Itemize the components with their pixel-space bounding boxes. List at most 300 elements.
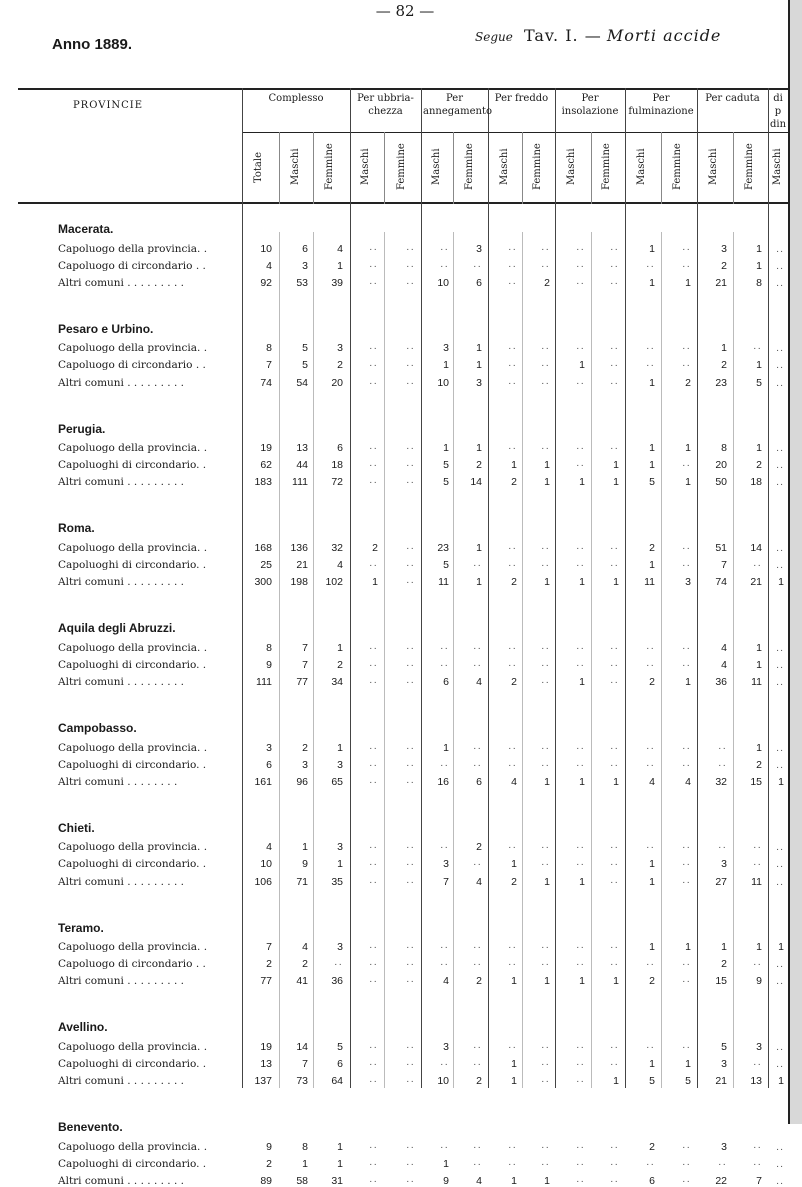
table-cell: 300 xyxy=(254,576,272,589)
table-cell: ·· xyxy=(610,376,619,389)
table-cell: 5 xyxy=(443,459,449,472)
table-cell: ·· xyxy=(753,841,762,854)
table-cell: ·· xyxy=(576,758,585,771)
table-cell: 19 xyxy=(260,442,272,455)
table-cell: ·· xyxy=(753,559,762,571)
table-cell: ·· xyxy=(576,1140,585,1153)
row-label: Capoluoghi di circondario. . xyxy=(58,1157,207,1170)
table-cell: ·· xyxy=(682,758,691,771)
table-cell: 1 xyxy=(649,1058,655,1070)
province-heading: Chieti. xyxy=(58,820,95,835)
table-cell: ·· xyxy=(406,1140,415,1153)
table-cell: 6 xyxy=(337,442,343,455)
table-cell: 1 xyxy=(756,442,762,455)
table-cell: 1 xyxy=(756,658,762,671)
table-cell: ·· xyxy=(541,541,550,554)
table-cell: 1 xyxy=(302,1157,308,1170)
table-cell: .. xyxy=(776,242,784,255)
table-cell: ·· xyxy=(406,941,415,954)
row-label: Capoluoghi di circondario. . xyxy=(58,1058,207,1070)
table-cell: ·· xyxy=(576,1075,585,1088)
table-cell: ·· xyxy=(610,559,619,571)
table-cell: 1 xyxy=(613,975,619,988)
table-cell: ·· xyxy=(541,858,550,871)
table-cell: ·· xyxy=(541,376,550,389)
table-cell: 1 xyxy=(476,359,482,372)
row-label: Capoluoghi di circondario. . xyxy=(58,459,207,472)
table-cell: ·· xyxy=(682,858,691,871)
table-cell: ·· xyxy=(610,1174,619,1187)
table-cell: ·· xyxy=(753,958,762,971)
table-cell: 34 xyxy=(331,675,343,688)
table-cell: ·· xyxy=(541,1040,550,1053)
table-cell: 1 xyxy=(476,342,482,355)
column-group-header: Per caduta xyxy=(705,93,760,104)
table-cell: 15 xyxy=(715,975,727,988)
table-cell: 1 xyxy=(649,858,655,871)
table-cell: ·· xyxy=(508,442,517,455)
row-label: Altri comuni . . . . . . . . . xyxy=(58,276,184,289)
table-cell: 1 xyxy=(613,576,619,589)
running-title-table: Tav. I. — xyxy=(523,26,602,45)
table-cell: 1 xyxy=(685,675,691,688)
table-cell: .. xyxy=(776,975,784,988)
table-cell: ·· xyxy=(610,958,619,971)
table-cell: 13 xyxy=(296,442,308,455)
table-cell: 1 xyxy=(337,1140,343,1153)
table-cell: 64 xyxy=(331,1075,343,1088)
table-cell: ·· xyxy=(682,741,691,754)
table-cell: ·· xyxy=(473,741,482,754)
table-cell: 2 xyxy=(337,359,343,372)
table-cell: 1 xyxy=(337,741,343,754)
running-title-subject: Morti accide xyxy=(606,26,722,45)
column-subheader: Maschi xyxy=(566,148,577,186)
table-cell: 3 xyxy=(443,342,449,355)
table-cell: 74 xyxy=(260,376,272,389)
table-cell: ·· xyxy=(541,741,550,754)
table-cell: 11 xyxy=(644,576,655,589)
table-cell: ·· xyxy=(682,1140,691,1153)
table-cell: ·· xyxy=(682,259,691,272)
table-cell: 6 xyxy=(476,276,482,289)
table-cell: ·· xyxy=(718,741,727,754)
table-cell: 161 xyxy=(254,775,272,788)
table-cell: ·· xyxy=(682,559,691,571)
row-label: Capoluogo della provincia. . xyxy=(58,841,208,854)
table-cell: ·· xyxy=(369,359,378,372)
table-cell: 8 xyxy=(302,1140,308,1153)
table-cell: 20 xyxy=(331,376,343,389)
table-cell: ·· xyxy=(646,841,655,854)
table-cell: ·· xyxy=(473,658,482,671)
table-cell: 1 xyxy=(476,541,482,554)
table-cell: 10 xyxy=(437,1075,449,1088)
table-cell: 1 xyxy=(685,941,691,954)
table-cell: ·· xyxy=(610,442,619,455)
table-cell: ·· xyxy=(369,1040,378,1053)
table-cell: 1 xyxy=(778,576,784,589)
table-cell: 22 xyxy=(715,1174,727,1187)
table-cell: 21 xyxy=(296,559,308,571)
table-cell: ·· xyxy=(682,541,691,554)
table-cell: 72 xyxy=(331,476,343,489)
table-cell: ·· xyxy=(406,376,415,389)
table-cell: ·· xyxy=(406,242,415,255)
table-cell: ·· xyxy=(610,741,619,754)
table-cell: 2 xyxy=(649,1140,655,1153)
table-cell: 1 xyxy=(778,1075,784,1088)
table-cell: .. xyxy=(776,658,784,671)
table-cell: ·· xyxy=(440,1140,449,1153)
table-cell: ·· xyxy=(508,259,517,272)
column-subheader: Totale xyxy=(253,151,264,183)
table-cell: 1 xyxy=(778,775,784,788)
table-cell: 7 xyxy=(266,941,272,954)
table-cell: 1 xyxy=(511,459,517,472)
table-cell: 1 xyxy=(756,641,762,654)
row-label: Capoluoghi di circondario. . xyxy=(58,658,207,671)
table-cell: 2 xyxy=(544,276,550,289)
table-cell: ·· xyxy=(576,459,585,472)
table-cell: 13 xyxy=(750,1075,762,1088)
table-cell: 1 xyxy=(756,259,762,272)
column-group-header: Per freddo xyxy=(494,93,549,104)
table-cell: .. xyxy=(776,958,784,971)
table-cell: ·· xyxy=(576,958,585,971)
table-cell: 5 xyxy=(443,559,449,571)
table-cell: 111 xyxy=(256,675,272,688)
table-cell: 136 xyxy=(290,541,308,554)
table-cell: 21 xyxy=(715,276,727,289)
table-cell: ·· xyxy=(473,758,482,771)
table-cell: 3 xyxy=(476,242,482,255)
table-cell: 74 xyxy=(715,576,727,589)
table-cell: 2 xyxy=(337,658,343,671)
province-heading: Campobasso. xyxy=(58,721,137,735)
table-cell: ·· xyxy=(541,1058,550,1070)
table-cell: ·· xyxy=(541,1140,550,1153)
table-cell: ·· xyxy=(576,276,585,289)
table-cell: 23 xyxy=(715,376,727,389)
table-cell: 11 xyxy=(438,576,449,589)
table-cell: .. xyxy=(776,675,784,688)
table-cell: 3 xyxy=(721,1140,727,1153)
table-cell: 1 xyxy=(649,442,655,455)
table-cell: 2 xyxy=(476,1075,482,1088)
column-subheader: Maschi xyxy=(360,148,371,186)
table-cell: 4 xyxy=(476,875,482,888)
table-cell: 1 xyxy=(337,1157,343,1170)
table-cell: 8 xyxy=(721,442,727,455)
table-cell: 1 xyxy=(443,741,449,754)
table-cell: 1 xyxy=(649,376,655,389)
table-cell: 3 xyxy=(266,741,272,754)
table-cell: ·· xyxy=(369,758,378,771)
row-label: Altri comuni . . . . . . . . xyxy=(58,775,178,788)
row-label: Capoluogo della provincia. . xyxy=(58,741,208,754)
table-cell: .. xyxy=(776,376,784,389)
column-group-header: Per insolazione xyxy=(561,93,619,117)
table-cell: ·· xyxy=(576,541,585,554)
table-cell: ·· xyxy=(406,658,415,671)
province-heading: Macerata. xyxy=(58,222,114,236)
table-cell: 96 xyxy=(296,775,308,788)
table-cell: 6 xyxy=(337,1058,343,1070)
table-cell: 77 xyxy=(296,675,308,688)
table-cell: ·· xyxy=(406,1157,415,1170)
table-cell: 198 xyxy=(290,576,308,589)
table-cell: ·· xyxy=(406,741,415,754)
table-cell: 89 xyxy=(260,1174,272,1187)
table-cell: ·· xyxy=(406,442,415,455)
table-cell: 1 xyxy=(476,576,482,589)
table-cell: ·· xyxy=(406,359,415,372)
table-cell: ·· xyxy=(508,1157,517,1170)
table-cell: 25 xyxy=(260,559,272,571)
column-group-header: di p din xyxy=(770,93,787,130)
table-cell: ·· xyxy=(508,641,517,654)
province-heading: Aquila degli Abruzzi. xyxy=(58,621,176,636)
table-cell: ·· xyxy=(576,376,585,389)
table-cell: 4 xyxy=(721,641,727,654)
column-group-header: Per ubbria- chezza xyxy=(357,93,414,117)
table-cell: 3 xyxy=(756,1040,762,1053)
table-cell: .. xyxy=(776,442,784,455)
table-cell: ·· xyxy=(682,658,691,671)
table-cell: 1 xyxy=(544,1174,550,1187)
row-label: Capoluogo della provincia. . xyxy=(58,1040,208,1053)
table-cell: ·· xyxy=(369,1075,378,1088)
column-subheader: Maschi xyxy=(431,148,442,186)
table-cell: 3 xyxy=(721,242,727,255)
table-cell: .. xyxy=(776,1174,784,1187)
table-cell: ·· xyxy=(646,741,655,754)
table-cell: 21 xyxy=(750,576,762,589)
table-cell: 14 xyxy=(296,1040,308,1053)
table-cell: ·· xyxy=(369,641,378,654)
table-cell: .. xyxy=(776,641,784,654)
table-cell: 1 xyxy=(685,276,691,289)
table-cell: 15 xyxy=(750,775,762,788)
table-cell: 5 xyxy=(756,376,762,389)
table-cell: ·· xyxy=(541,958,550,971)
table-cell: 1 xyxy=(685,476,691,489)
table-cell: 1 xyxy=(544,975,550,988)
table-cell: 5 xyxy=(302,359,308,372)
table-cell: .. xyxy=(776,259,784,272)
table-cell: 4 xyxy=(476,1174,482,1187)
page-edge xyxy=(788,0,802,1124)
row-label: Capoluogo della provincia. . xyxy=(58,342,208,355)
table-cell: 8 xyxy=(756,276,762,289)
table-cell: .. xyxy=(776,741,784,754)
province-column-header: PROVINCIE xyxy=(72,100,144,111)
table-cell: ·· xyxy=(406,1174,415,1187)
row-label: Altri comuni . . . . . . . . . xyxy=(58,975,184,988)
table-cell: ·· xyxy=(406,958,415,971)
table-cell: 1 xyxy=(721,342,727,355)
table-cell: ·· xyxy=(610,1058,619,1070)
table-cell: 4 xyxy=(511,775,517,788)
table-cell: .. xyxy=(776,559,784,571)
table-cell: 3 xyxy=(721,1058,727,1070)
table-cell: ·· xyxy=(610,342,619,355)
table-cell: 7 xyxy=(721,559,727,571)
table-cell: ·· xyxy=(406,459,415,472)
table-cell: ·· xyxy=(369,875,378,888)
table-cell: ·· xyxy=(440,758,449,771)
table-cell: ·· xyxy=(610,658,619,671)
table-cell: ·· xyxy=(406,775,415,788)
table-cell: 183 xyxy=(254,476,272,489)
table-cell: 2 xyxy=(266,1157,272,1170)
row-label: Capoluogo della provincia. . xyxy=(58,442,208,455)
table-cell: .. xyxy=(776,758,784,771)
table-cell: 1 xyxy=(579,359,585,372)
table-cell: ·· xyxy=(406,576,415,589)
table-cell: 1 xyxy=(544,775,550,788)
table-cell: ·· xyxy=(406,1040,415,1053)
table-cell: ·· xyxy=(541,758,550,771)
table-cell: 54 xyxy=(296,376,308,389)
table-cell: 1 xyxy=(476,442,482,455)
table-cell: 3 xyxy=(302,758,308,771)
table-cell: 62 xyxy=(260,459,272,472)
table-cell: 2 xyxy=(266,958,272,971)
table-cell: 3 xyxy=(721,858,727,871)
table-cell: 6 xyxy=(649,1174,655,1187)
table-cell: 35 xyxy=(331,875,343,888)
table-cell: 73 xyxy=(296,1075,308,1088)
table-cell: 13 xyxy=(260,1058,272,1070)
table-cell: ·· xyxy=(610,359,619,372)
column-subheader: Maschi xyxy=(636,148,647,186)
table-cell: 1 xyxy=(649,875,655,888)
table-cell: ·· xyxy=(508,658,517,671)
table-cell: 10 xyxy=(260,858,272,871)
table-cell: ·· xyxy=(369,1140,378,1153)
table-cell: 18 xyxy=(331,459,343,472)
table-cell: ·· xyxy=(369,775,378,788)
table-cell: ·· xyxy=(406,675,415,688)
table-cell: ·· xyxy=(473,1157,482,1170)
column-group-header: Complesso xyxy=(268,93,324,104)
table-cell: ·· xyxy=(440,841,449,854)
table-cell: ·· xyxy=(541,1075,550,1088)
table-cell: 3 xyxy=(443,858,449,871)
table-cell: 7 xyxy=(756,1174,762,1187)
table-cell: ·· xyxy=(473,641,482,654)
table-cell: ·· xyxy=(682,875,691,888)
table-cell: ·· xyxy=(541,1157,550,1170)
table-cell: 1 xyxy=(511,1174,517,1187)
table-cell: 2 xyxy=(372,541,378,554)
table-cell: 1 xyxy=(756,741,762,754)
table-cell: ·· xyxy=(369,1157,378,1170)
table-cell: 36 xyxy=(715,675,727,688)
table-cell: ·· xyxy=(406,641,415,654)
table-cell: .. xyxy=(776,858,784,871)
table-cell: 3 xyxy=(685,576,691,589)
table-cell: 4 xyxy=(337,242,343,255)
table-cell: ·· xyxy=(508,276,517,289)
table-cell: 1 xyxy=(649,559,655,571)
table-cell: ·· xyxy=(541,359,550,372)
table-cell: ·· xyxy=(406,541,415,554)
table-cell: ·· xyxy=(406,476,415,489)
table-cell: ·· xyxy=(576,841,585,854)
table-cell: ·· xyxy=(508,559,517,571)
table-cell: 2 xyxy=(511,576,517,589)
table-cell: 1 xyxy=(511,975,517,988)
row-label: Altri comuni . . . . . . . . . xyxy=(58,376,184,389)
table-cell: 4 xyxy=(721,658,727,671)
table-cell: ·· xyxy=(576,1040,585,1053)
table-cell: 4 xyxy=(685,775,691,788)
table-cell: 2 xyxy=(756,459,762,472)
table-cell: 168 xyxy=(254,541,272,554)
table-cell: 7 xyxy=(302,641,308,654)
table-cell: 4 xyxy=(302,941,308,954)
table-cell: ·· xyxy=(646,259,655,272)
table-cell: 1 xyxy=(302,841,308,854)
table-cell: ·· xyxy=(406,841,415,854)
table-cell: ·· xyxy=(576,259,585,272)
table-cell: .. xyxy=(776,541,784,554)
table-cell: ·· xyxy=(369,342,378,355)
province-heading: Avellino. xyxy=(58,1020,108,1035)
table-cell: 102 xyxy=(325,576,343,589)
table-cell: ·· xyxy=(473,941,482,954)
table-cell: ·· xyxy=(406,975,415,988)
table-cell: ·· xyxy=(610,941,619,954)
province-heading: Benevento. xyxy=(58,1120,123,1135)
table-cell: ·· xyxy=(369,476,378,489)
table-cell: ·· xyxy=(440,1058,449,1070)
table-cell: 1 xyxy=(649,242,655,255)
table-cell: .. xyxy=(776,276,784,289)
table-cell: 2 xyxy=(511,675,517,688)
table-cell: 1 xyxy=(721,941,727,954)
table-cell: 1 xyxy=(337,641,343,654)
table-cell: ·· xyxy=(576,442,585,455)
table-cell: 1 xyxy=(613,459,619,472)
column-subheader: Femmine xyxy=(396,143,407,191)
table-cell: 2 xyxy=(476,975,482,988)
table-cell: ·· xyxy=(508,841,517,854)
table-cell: 44 xyxy=(296,459,308,472)
table-cell: ·· xyxy=(682,641,691,654)
table-cell: 7 xyxy=(302,1058,308,1070)
column-subheader: Femmine xyxy=(672,143,683,191)
table-cell: 9 xyxy=(756,975,762,988)
table-cell: 2 xyxy=(302,958,308,971)
table-cell: ·· xyxy=(682,1040,691,1053)
table-cell: 2 xyxy=(649,675,655,688)
table-cell: ·· xyxy=(369,376,378,389)
table-cell: ·· xyxy=(753,1140,762,1153)
table-cell: 11 xyxy=(751,875,762,888)
table-cell: 21 xyxy=(715,1075,727,1088)
table-cell: ·· xyxy=(369,1174,378,1187)
table-cell: ·· xyxy=(508,741,517,754)
row-label: Capoluogo di circondario . . xyxy=(58,359,206,372)
table-cell: 3 xyxy=(337,941,343,954)
column-subheader: Femmine xyxy=(744,143,755,191)
table-cell: ·· xyxy=(508,758,517,771)
table-cell: .. xyxy=(776,359,784,372)
